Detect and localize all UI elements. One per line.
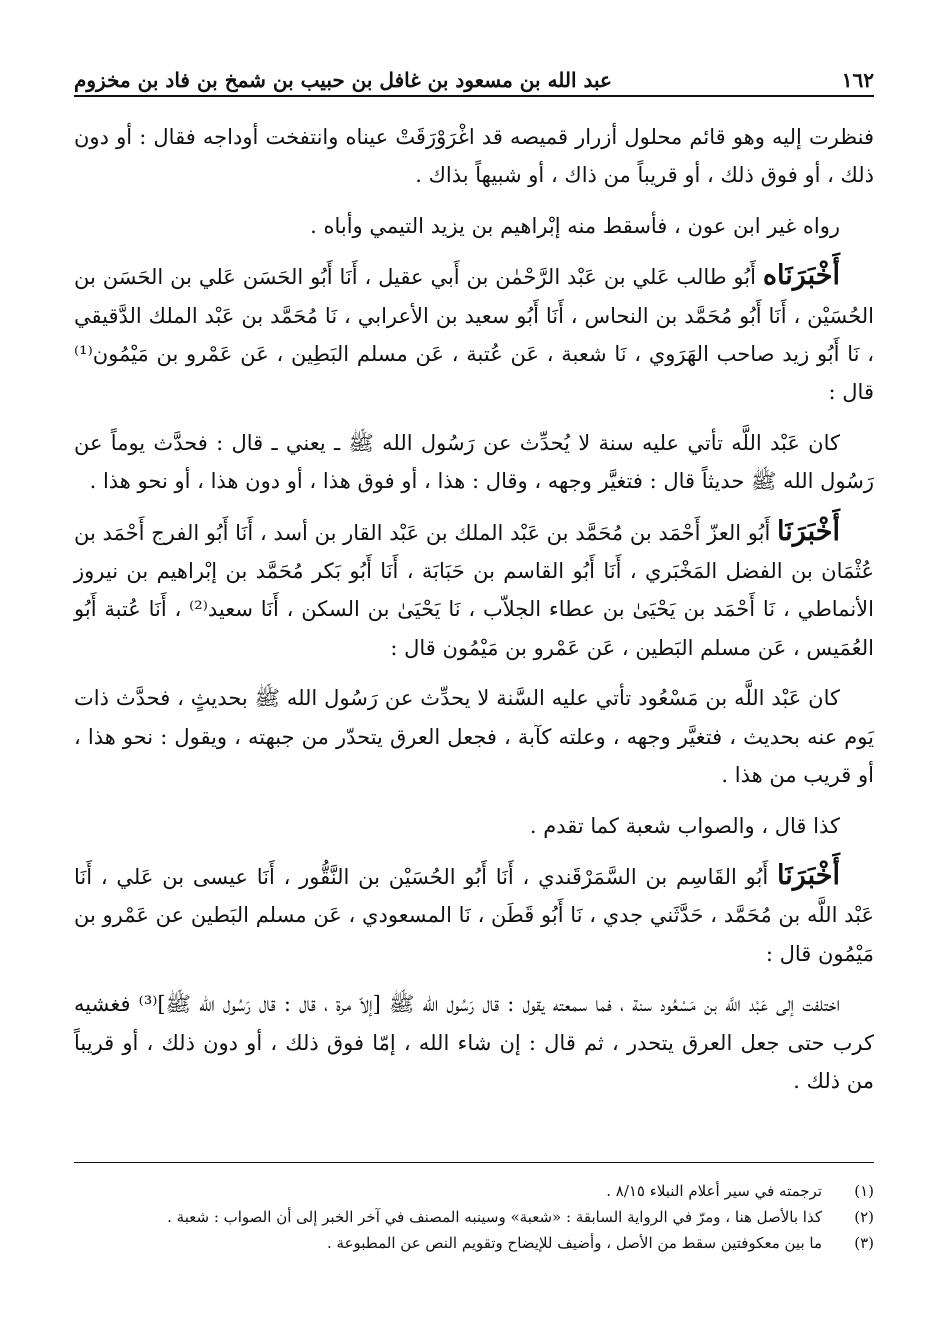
paragraph-text: كان عَبْد اللَّه بن مَسْعُود تأتي عليه السَّنة لا يحدِّث عن رَسُول الله ﷺ بحديثٍ ، فحدَّث ذات يَوم عنه بحديث ، فتغيَّر وجهه ، وعلته كآبة ، فجعل العرق يتحدّر من جبهته ، ويقول : نحو هذا ، أو قريب من هذا . bbox=[74, 686, 874, 788]
footnote-text: ما بين معكوفتين سقط من الأصل ، وأضيف للإيضاح وتقويم النص عن المطبوعة . bbox=[327, 1234, 822, 1252]
footnote-number: (١) bbox=[854, 1182, 874, 1200]
paragraph-5 bbox=[74, 513, 874, 668]
main-text bbox=[74, 118, 874, 1100]
paragraph-7 bbox=[74, 807, 874, 845]
paragraph-text: أَبُو طالب عَلي بن عَبْد الرَّحْمٰن بن أَبي عقيل ، أَنَا أَبُو الحَسَن عَلي بن الحَسَن بن الحُسَيْن ، أَنَا أَبُو مُحَمَّد بن النحاس ، أَنَا أَبُو سعيد بن الأعرابي ، نَا مُحَمَّد بن عَبْد الملك الدَّقيقي ، نَا أَبُو زيد صاحب الهَرَوي ، نَا شعبة ، عَن عُتبة ، عَن مسلم البَطِين ، عَن عَمْرو بن مَيْمُون⁽¹⁾ قال : bbox=[74, 265, 874, 405]
footnote-number: (٢) bbox=[854, 1208, 874, 1226]
paragraph-text: أَبُو العزّ أَحْمَد بن مُحَمَّد بن عَبْد الملك بن عَبْد القار بن أسد ، أَنَا أَبُو الفرج أَحْمَد بن عُثْمَان بن الفضل المَخْبَري ، أَنَا أَبُو القاسم بن حَبَابَة ، أَنَا أَبُو بَكر مُحَمَّد بن إبْراهيم بن نيروز الأنماطي ، نَا أَحْمَد بن يَحْيَىٰ بن عطاء الجلاّب ، نَا يَحْيَىٰ بن السكن ، أَنَا سعيد⁽²⁾ ، أَنَا عُتبة أَبُو العُمَيس ، عَن مسلم البَطين ، عَن عَمْرو بن مَيْمُون قال : bbox=[74, 520, 874, 660]
paragraph-1 bbox=[74, 118, 874, 195]
paragraph-text: أَبُو القَاسِم بن السَّمَرْقَندي ، أَنَا أَبُو الحُسَيْن بن النَّقُّور ، أَنَا عيسى بن عَلي ، أَنَا عَبْد اللَّه بن مُحَمَّد ، حَدَّثَني جدي ، نَا أَبُو قَطَن ، نَا المسعودي ، عَن مسلم البَطين عن عَمْرو بن مَيْمُون قال : bbox=[74, 864, 874, 966]
footnote-1 bbox=[74, 1178, 874, 1204]
paragraph-3 bbox=[74, 257, 874, 412]
paragraph-6 bbox=[74, 679, 874, 794]
paragraph-8 bbox=[74, 857, 874, 973]
page-number: ١٦٢ bbox=[841, 68, 874, 92]
footnote-3 bbox=[74, 1230, 874, 1256]
paragraph-9 bbox=[74, 985, 874, 1100]
paragraph-text: فنظرت إليه وهو قائم محلول أزرار قميصه قد اغْرَوْرَقَتْ عيناه وانتفخت أوداجه فقال : أو دون ذلك ، أو فوق ذلك ، أو قريباً من ذاك ، أو شبيهاً بذاك . bbox=[74, 125, 874, 188]
lead-word: أَخْبَرَنَا bbox=[777, 515, 840, 547]
lead-word: أَخْبَرَنَا bbox=[777, 859, 840, 891]
footnote-text: كذا بالأصل هنا ، ومرّ في الرواية السابقة : «شعبة» وسينبه المصنف في آخر الخبر إلى أن الصواب : شعبة . bbox=[167, 1208, 822, 1226]
paragraph-2 bbox=[74, 207, 874, 245]
paragraph-text: كان عَبْد اللَّه تأتي عليه سنة لا يُحدِّث عن رَسُول الله ﷺ ـ يعني ـ قال : فحدَّث يوماً عن رَسُول الله ﷺ حديثاً قال : فتغيَّر وجهه ، وقال : هذا ، أو فوق هذا ، أو دون هذا ، أو نحو هذا . bbox=[74, 430, 874, 494]
running-head bbox=[74, 58, 874, 92]
footnote-divider bbox=[74, 1162, 874, 1163]
footnotes bbox=[74, 1178, 874, 1256]
footnote-text: ترجمته في سير أعلام النبلاء ٨/١٥ . bbox=[606, 1182, 822, 1200]
footnote-2 bbox=[74, 1204, 874, 1230]
header-divider bbox=[74, 95, 874, 97]
lead-word: أَخْبَرَنَاه bbox=[762, 260, 840, 292]
paragraph-text: رواه غير ابن عون ، فأسقط منه إبْراهيم بن يزيد التيمي وأباه . bbox=[310, 213, 840, 238]
footnote-number: (٣) bbox=[854, 1234, 874, 1252]
running-title: عبد الله بن مسعود بن غافل بن حبيب بن شمخ بن فاد بن مخزوم bbox=[74, 68, 612, 92]
paragraph-text: كذا قال ، والصواب شعبة كما تقدم . bbox=[529, 813, 840, 838]
paragraph-text: اختلفت إلى عَبْد اللَّه بن مَسْعُود سنة ، فما سمعته يقول : قال رَسُول الله ﷺ [إلاّ مرة ، قال : قال رَسُول الله ﷺ]⁽³⁾ فغشيه كرب حتى جعل العرق يتحدر ، ثم قال : إن شاء الله ، إمّا فوق ذلك ، أو دون ذلك ، أو قريباً من ذلك . bbox=[74, 992, 874, 1093]
paragraph-4 bbox=[74, 424, 874, 501]
